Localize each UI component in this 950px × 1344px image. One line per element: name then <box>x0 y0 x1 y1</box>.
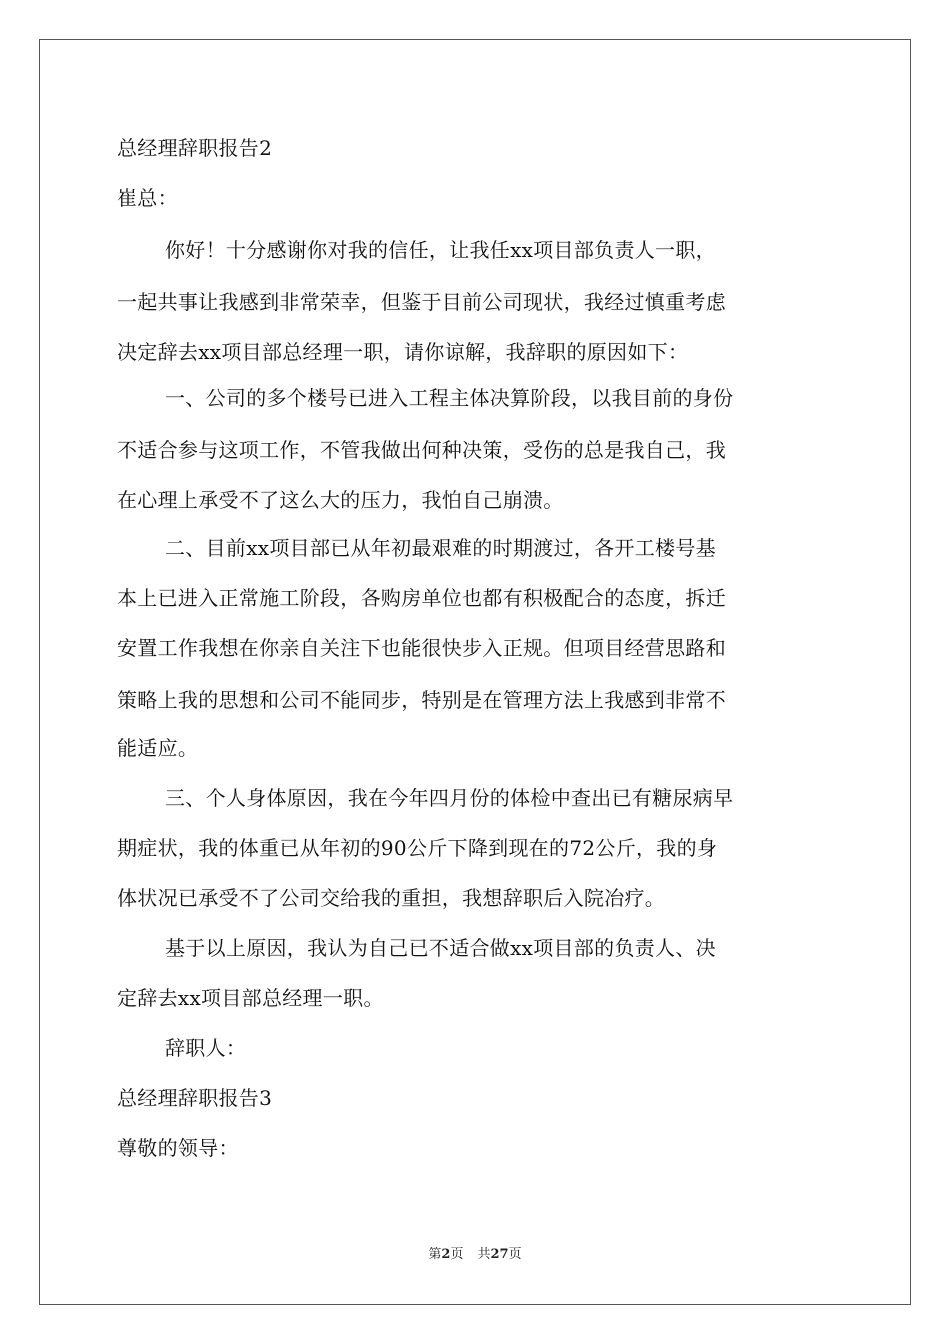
total-pages: 27 <box>490 1247 509 1262</box>
text-line: 基于以上原因，我认为自己已不适合做xx项目部的负责人、决 <box>165 936 716 960</box>
text-line: 安置工作我想在你亲自关注下也能很快步入正规。但项目经营思路和 <box>117 636 726 660</box>
text-line: 一、公司的多个楼号已进入工程主体决算阶段，以我目前的身份 <box>165 386 734 410</box>
text-line: 一起共事让我感到非常荣幸，但鉴于目前公司现状，我经过慎重考虑 <box>117 290 726 314</box>
text-line: 本上已进入正常施工阶段，各购房单位也都有积极配合的态度，拆迁 <box>117 586 726 610</box>
salutation: 崔总： <box>117 186 178 210</box>
text-line: 决定辞去xx项目部总经理一职，请你谅解，我辞职的原因如下： <box>117 340 689 364</box>
total-prefix: 共 <box>477 1247 491 1262</box>
page-prefix: 第 <box>428 1247 442 1262</box>
text-line: 在心理上承受不了这么大的压力，我怕自己崩溃。 <box>117 488 564 512</box>
text-line: 体状况已承受不了公司交给我的重担，我想辞职后入院冶疗。 <box>117 886 666 910</box>
text-line: 期症状，我的体重已从年初的90公斤下降到现在的72公斤，我的身 <box>117 836 718 860</box>
total-suffix: 页 <box>508 1247 522 1262</box>
text-line: 三、个人身体原因，我在今年四月份的体检中查出已有糖尿病早 <box>165 786 734 810</box>
text-line: 能适应。 <box>117 736 199 760</box>
page-suffix: 页 <box>450 1247 464 1262</box>
salutation: 尊敬的领导： <box>117 1136 239 1160</box>
text-line: 你好！十分感谢你对我的信任，让我任xx项目部负责人一职， <box>165 238 716 262</box>
text-line: 二、目前xx项目部已从年初最艰难的时期渡过，各开工楼号基 <box>165 536 716 560</box>
section-title: 总经理辞职报告2 <box>117 136 273 160</box>
page-number: 2 <box>441 1247 451 1262</box>
text-line: 策略上我的思想和公司不能同步，特别是在管理方法上我感到非常不 <box>117 688 726 712</box>
text-line: 不适合参与这项工作，不管我做出何种决策，受伤的总是我自己，我 <box>117 438 726 462</box>
page-frame <box>39 39 911 1305</box>
text-line: 定辞去xx项目部总经理一职。 <box>117 986 384 1010</box>
section-title: 总经理辞职报告3 <box>117 1086 273 1110</box>
signature-label: 辞职人： <box>165 1036 247 1060</box>
page-footer <box>0 1246 950 1264</box>
